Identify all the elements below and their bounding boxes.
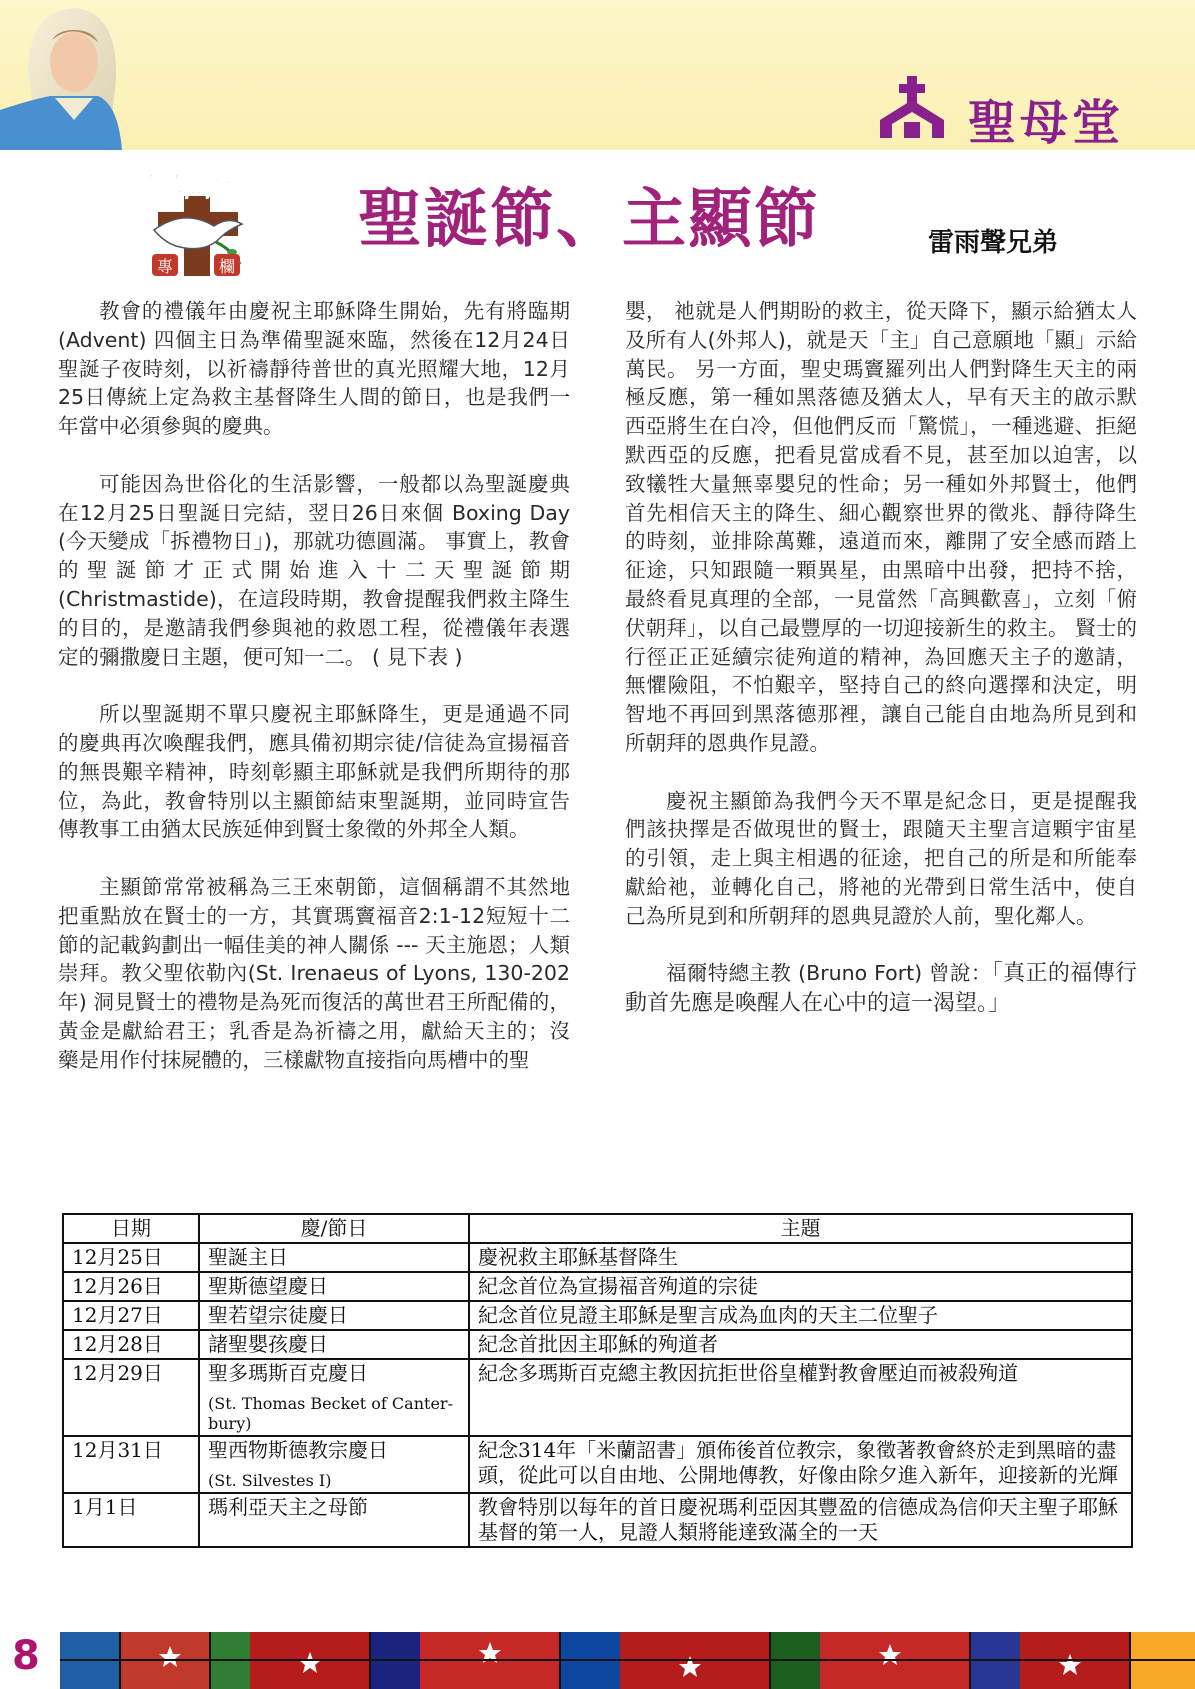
feast-table xyxy=(62,1213,1133,1548)
feast-english-name: (St. Silvestes I) xyxy=(208,1471,332,1490)
stained-glass-window xyxy=(60,1632,1195,1689)
church-name: 聖母堂 xyxy=(968,95,1125,151)
dove-cross-logo xyxy=(124,168,268,278)
right-column xyxy=(625,297,1137,1048)
cell-feast: 聖誕主日 xyxy=(199,1243,469,1272)
table-row xyxy=(63,1330,1132,1359)
table-row xyxy=(63,1301,1132,1330)
virgin-mary-statue xyxy=(0,0,130,150)
quote-text: 「真正的福傳行動首先應是喚醒人在心中的這一渴望。」 xyxy=(625,961,1137,1017)
cell-date: 12月26日 xyxy=(63,1272,199,1301)
cell-date: 12月31日 xyxy=(63,1436,199,1493)
column-logo-label-right: 欄 xyxy=(218,257,236,276)
article-author: 雷雨聲兄弟 xyxy=(928,228,1059,258)
cell-date: 12月28日 xyxy=(63,1330,199,1359)
left-column xyxy=(58,297,570,1103)
cell-date: 12月29日 xyxy=(63,1359,199,1436)
cell-feast: 瑪利亞天主之母節 xyxy=(199,1493,469,1547)
header-theme: 主題 xyxy=(469,1214,1132,1243)
quote-paragraph xyxy=(625,959,1137,1019)
cell-theme: 紀念多瑪斯百克總主教因抗拒世俗皇權對教會壓迫而被殺殉道 xyxy=(469,1359,1132,1436)
cell-feast xyxy=(199,1359,469,1436)
paragraph: 教會的禮儀年由慶祝主耶穌降生開始，先有將臨期 (Advent) 四個主日為準備聖誕來臨，然後在12月24日聖誕子夜時刻，以祈禱靜待普世的真光照耀大地，12月25日傳統上定為救主基督降生人間的節日，也是我們一年當中必須參與的慶典。 xyxy=(58,299,570,439)
paragraph: 所以聖誕期不單只慶祝主耶穌降生，更是通過不同的慶典再次喚醒我們，應具備初期宗徒/信徒為宣揚福音的無畏艱辛精神，時刻彰顯主耶穌就是我們所期待的那位，為此，教會特別以主顯節結束聖誕期，並同時宣告傳教事工由猶太民族延伸到賢士象徵的外邦全人類。 xyxy=(58,702,570,842)
cell-date: 12月27日 xyxy=(63,1301,199,1330)
quote-intro: 福爾特總主教 (Bruno Fort) 曾說： xyxy=(666,961,992,986)
table-row xyxy=(63,1243,1132,1272)
cell-theme: 紀念首位為宣揚福音殉道的宗徒 xyxy=(469,1272,1132,1301)
cell-theme: 紀念首位見證主耶穌是聖言成為血肉的天主二位聖子 xyxy=(469,1301,1132,1330)
cell-theme: 紀念首批因主耶穌的殉道者 xyxy=(469,1330,1132,1359)
column-logo-text: 信仰培育 xyxy=(143,173,249,203)
feast-name: 聖多瑪斯百克慶日 xyxy=(208,1361,368,1385)
cell-feast: 諸聖嬰孩慶日 xyxy=(199,1330,469,1359)
feast-name: 聖西物斯德教宗慶日 xyxy=(208,1438,388,1462)
cell-feast: 聖斯德望慶日 xyxy=(199,1272,469,1301)
table-row xyxy=(63,1359,1132,1436)
paragraph: 主顯節常常被稱為三王來朝節，這個稱謂不其然地把重點放在賢士的一方，其實瑪竇福音2:1-12短短十二節的記載鈎劃出一幅佳美的神人關係 --- 天主施恩；人類崇拜。教父聖依勒內(St. Irenaeus of Lyons, 130-202年) 洞見賢士的禮物是為死而復活的萬世君王所配備的，黃金是獻給君王；乳香是為祈禱之用，獻給天主的；沒藥是用作付抹屍體的，三樣獻物直接指向馬槽中的聖 xyxy=(58,874,570,1072)
table-header-row xyxy=(63,1214,1132,1243)
cell-date: 12月25日 xyxy=(63,1243,199,1272)
table-row xyxy=(63,1436,1132,1493)
cell-theme: 紀念314年「米蘭詔書」頒佈後首位教宗，象徵著教會終於走到黑暗的盡頭，從此可以自由地、公開地傳教，好像由除夕進入新年，迎接新的光輝 xyxy=(469,1436,1132,1493)
cell-theme: 慶祝救主耶穌基督降生 xyxy=(469,1243,1132,1272)
cell-feast xyxy=(199,1436,469,1493)
cell-feast: 聖若望宗徒慶日 xyxy=(199,1301,469,1330)
column-logo-label-left: 專 xyxy=(156,257,174,276)
feast-english-name: (St. Thomas Becket of Canter-bury) xyxy=(208,1394,453,1433)
church-cross-logo xyxy=(878,76,946,138)
table-row xyxy=(63,1272,1132,1301)
cell-date: 1月1日 xyxy=(63,1493,199,1547)
table-row xyxy=(63,1493,1132,1547)
paragraph: 慶祝主顯節為我們今天不單是紀念日，更是提醒我們該抉擇是否做現世的賢士，跟隨天主聖言這顆宇宙星的引領，走上與主相遇的征途，把自己的所是和所能奉獻給祂，並轉化自己，將祂的光帶到日常生活中，使自己為所見到和所朝拜的恩典見證於人前，聖化鄰人。 xyxy=(625,788,1137,928)
paragraph: 可能因為世俗化的生活影響，一般都以為聖誕慶典在12月25日聖誕日完結，翌日26日來個 Boxing Day (今天變成「拆禮物日」)，那就功德圓滿。 事實上，教會的聖誕節才正式開始進入十二天聖誕節期 (Christmastide)，在這段時期，教會提醒我們救主降生的目的，是邀請我們參與祂的救恩工程，從禮儀年表選定的彌撒慶日主題，便可知一二。 ( 見下表 ) xyxy=(58,471,570,669)
article-title: 聖誕節、主顯節 xyxy=(358,183,820,257)
header-banner xyxy=(0,0,1195,150)
page-number: 8 xyxy=(12,1633,40,1679)
cell-theme: 教會特別以每年的首日慶祝瑪利亞因其豐盈的信德成為信仰天主聖子耶穌基督的第一人，見證人類將能達致滿全的一天 xyxy=(469,1493,1132,1547)
header-feast: 慶/節日 xyxy=(199,1214,469,1243)
header-date: 日期 xyxy=(63,1214,199,1243)
paragraph-continued: 嬰， 祂就是人們期盼的救主，從天降下，顯示給猶太人及所有人(外邦人)，就是天「主」自己意願地「顯」示給萬民。 另一方面，聖史瑪竇羅列出人們對降生天主的兩極反應，第一種如黑落德及猶太人，早有天主的啟示默西亞將生在白冷，但他們反而「驚慌」，一種逃避、拒絕默西亞的反應，把看見當成看不見，甚至加以迫害，以致犧牲大量無辜嬰兒的性命；另一種如外邦賢士，他們首先相信天主的降生、細心觀察世界的徵兆、靜待降生的時刻，並排除萬難，遠道而來，離開了安全感而踏上征途，只知跟隨一顆異星，由黑暗中出發，把持不捨，最終看見真理的全部，一見當然「高興歡喜」，立刻「俯伏朝拜」，以自己最豐厚的一切迎接新生的救主。 賢士的行徑正正延續宗徒殉道的精神，為回應天主子的邀請，無懼險阻，不怕艱辛，堅持自己的終向選擇和決定，明智地不再回到黑落德那裡，讓自己能自由地為所見到和所朝拜的恩典作見證。 xyxy=(625,299,1137,755)
